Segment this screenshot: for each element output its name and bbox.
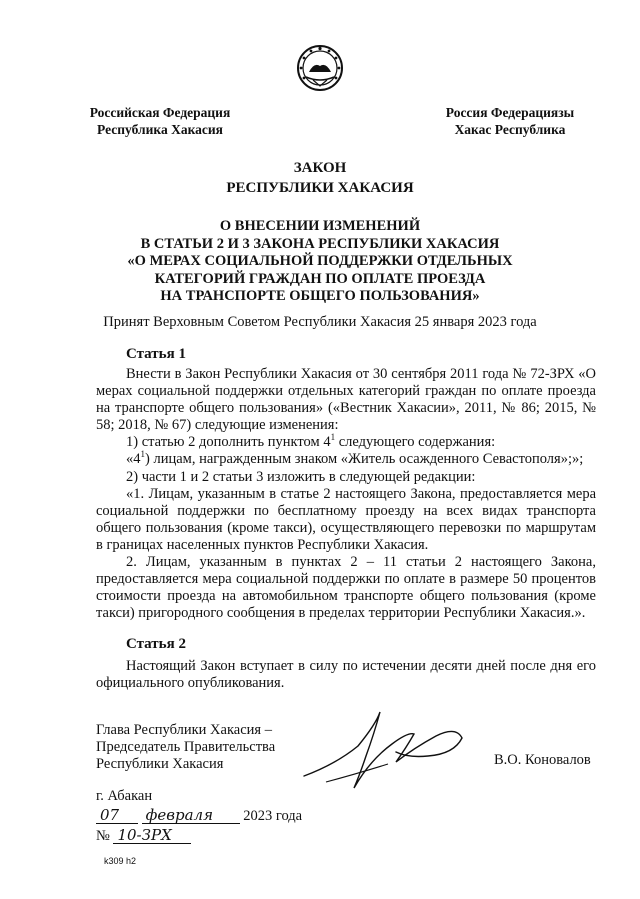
subject-line5: НА ТРАНСПОРТЕ ОБЩЕГО ПОЛЬЗОВАНИЯ» [160,288,480,304]
article-1-heading: Статья 1 [126,346,186,362]
signatory-line3: Республики Хакасия [96,756,224,772]
law-number: 10-ЗРХ [113,828,191,844]
city: г. Абакан [96,788,153,804]
signatory-title [96,722,275,773]
subject-line1: О ВНЕСЕНИИ ИЗМЕНЕНИЙ [219,218,421,234]
signatory-name: В.О. Коновалов [494,752,591,768]
article-1-item-2: 2) части 1 и 2 статьи 3 изложить в следующей редакции: [126,468,476,485]
subject-line4: КАТЕГОРИЙ ГРАЖДАН ПО ОПЛАТЕ ПРОЕЗДА [154,270,486,287]
subject-line3: «О МЕРАХ СОЦИАЛЬНОЙ ПОДДЕРЖКИ ОТДЕЛЬНЫХ [127,253,513,269]
date-year: 2023 года [243,808,303,824]
header-right [430,104,590,138]
article-1-item-1-text: «$4^1$) лицам, награжденным знаком «Житель осажденного Севастополя»;»; [126,449,584,468]
subject-line2: В СТАТЬИ 2 И 3 ЗАКОНА РЕСПУБЛИКИ ХАКАСИЯ [140,235,500,252]
article-2-text: Настоящий Закон вступает в силу по истечении десяти дней после дня его официального опубликования. [96,658,596,692]
signatory-line2: Председатель Правительства [96,739,276,755]
law-title: ЗАКОН [293,160,347,176]
law-subject [110,218,530,306]
number-line [96,826,302,846]
number-prefix: № [96,828,110,844]
handwritten-signature [296,704,466,794]
law-title-republic: РЕСПУБЛИКИ ХАКАСИЯ [226,180,414,196]
article-1-item-1: 1) статью 2 дополнить пунктом $4^1$ следующего содержания: [126,432,496,451]
signatory-line1: Глава Республики Хакасия – [96,722,272,738]
date-day: 07 [96,808,138,824]
article-2-heading: Статья 2 [126,636,186,652]
article-1-part-2: 2. Лицам, указанным в пунктах 2 – 11 статьи 2 настоящего Закона, предоставляется мера социальной поддержки по оплате в размере 50 процентов стоимости проезда на автомобильном транспорте общего пользования (кроме такси) пригородного сообщения в пределах территории Республики Хакасия.». [96,554,596,622]
date-month: февраля [142,808,240,824]
header-right-line2: Хакас Республика [454,122,566,137]
article-1-part-1: «1. Лицам, указанным в статье 2 настоящего Закона, предоставляется мера социальной поддержки по бесплатному проезду на всех видах транспорта общего пользования (кроме такси), осуществляющего перевозки по маршрутам в границах населенных пунктов Республики Хакасия. [96,485,596,553]
header-left [80,104,240,138]
place-date-number [96,786,302,846]
header-left-line2: Республика Хакасия [97,122,223,137]
header-right-line1: Россия Федерациязы [445,105,575,120]
header-left-line1: Российская Федерация [89,105,231,120]
article-1-intro: Внести в Закон Республики Хакасия от 30 сентября 2011 года № 72-ЗРХ «О мерах социальной поддержки отдельных категорий граждан по оплате проезда на транспорте общего пользования» («Вестник Хакасии», 2011, № 86; 2015, № 58; 2018, № 67) следующие изменения: [96,366,596,434]
date-line [96,806,302,826]
article-2-body [96,658,596,692]
article-1-body [96,366,596,622]
adoption-note: Принят Верховным Советом Республики Хакасия 25 января 2023 года [103,314,537,330]
coat-of-arms-emblem [296,44,344,92]
document-code: k309 h2 [104,856,137,866]
